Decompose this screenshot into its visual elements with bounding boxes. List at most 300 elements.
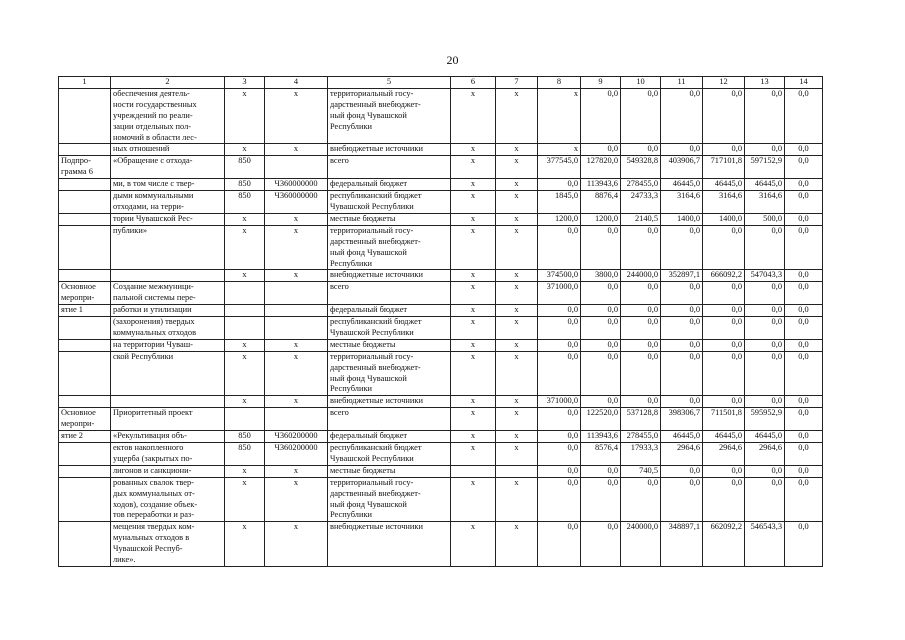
section-cell: х — [451, 396, 496, 408]
year-value-cell: 1200,0 — [581, 213, 621, 225]
code-cell: х — [225, 270, 265, 282]
year-value-cell: 0,0 — [785, 225, 823, 270]
description-cell: (захоронения) твердых коммунальных отходов — [111, 317, 225, 340]
funding-source-cell: местные бюджеты — [328, 339, 451, 351]
year-value-cell: 0,0 — [661, 477, 703, 522]
target-code-cell — [265, 282, 328, 305]
group-cell: х — [496, 396, 538, 408]
year-value-cell: 546543,3 — [745, 522, 785, 567]
year-value-cell: 3164,6 — [745, 191, 785, 214]
year-value-cell: 0,0 — [581, 522, 621, 567]
section-cell: х — [451, 317, 496, 340]
target-code-cell: х — [265, 351, 328, 396]
description-cell: Приоритетный проект — [111, 408, 225, 431]
table-row — [59, 305, 823, 317]
year-value-cell: 0,0 — [581, 465, 621, 477]
year-value-cell: 0,0 — [581, 351, 621, 396]
table-row — [59, 156, 823, 179]
year-value-cell: 8876,4 — [581, 191, 621, 214]
year-value-cell: 1200,0 — [538, 213, 581, 225]
year-value-cell: 0,0 — [538, 317, 581, 340]
year-value-cell: 0,0 — [745, 88, 785, 144]
year-value-cell: 371000,0 — [538, 282, 581, 305]
description-cell: ных отношений — [111, 144, 225, 156]
year-value-cell: 352897,1 — [661, 270, 703, 282]
table-row — [59, 408, 823, 431]
year-value-cell: 0,0 — [581, 477, 621, 522]
section-cell: х — [451, 156, 496, 179]
year-value-cell: 0,0 — [785, 213, 823, 225]
year-value-cell: 46445,0 — [661, 179, 703, 191]
funding-source-cell: всего — [328, 408, 451, 431]
table-row — [59, 317, 823, 340]
year-value-cell: 244000,0 — [621, 270, 661, 282]
group-cell: х — [496, 191, 538, 214]
year-value-cell: х — [538, 88, 581, 144]
description-cell: «Рекультивация объ- — [111, 431, 225, 443]
year-value-cell: 0,0 — [703, 305, 745, 317]
year-value-cell: 666092,2 — [703, 270, 745, 282]
group-cell: х — [496, 408, 538, 431]
section-cell: х — [451, 213, 496, 225]
year-value-cell: 278455,0 — [621, 431, 661, 443]
table-row — [59, 396, 823, 408]
program-cell: Подпро- грамма 6 — [59, 156, 111, 179]
year-value-cell: 0,0 — [581, 396, 621, 408]
description-cell: тории Чувашской Рес- — [111, 213, 225, 225]
year-value-cell: 0,0 — [785, 351, 823, 396]
table-row — [59, 443, 823, 466]
code-cell: х — [225, 225, 265, 270]
year-value-cell: 0,0 — [538, 408, 581, 431]
target-code-cell: х — [265, 339, 328, 351]
year-value-cell: 8576,4 — [581, 443, 621, 466]
section-cell — [451, 465, 496, 477]
header-cell: 4 — [265, 77, 328, 89]
year-value-cell: 0,0 — [538, 339, 581, 351]
funding-source-cell: республиканский бюджет Чувашской Республики — [328, 443, 451, 466]
program-cell — [59, 317, 111, 340]
year-value-cell: 374500,0 — [538, 270, 581, 282]
program-cell — [59, 477, 111, 522]
header-cell: 8 — [538, 77, 581, 89]
section-cell: х — [451, 282, 496, 305]
group-cell: х — [496, 270, 538, 282]
description-cell: ектов накопленного ущерба (закрытых по- — [111, 443, 225, 466]
year-value-cell: 2964,6 — [703, 443, 745, 466]
group-cell: х — [496, 225, 538, 270]
year-value-cell: 0,0 — [785, 396, 823, 408]
target-code-cell: х — [265, 465, 328, 477]
year-value-cell: 0,0 — [785, 465, 823, 477]
table-row — [59, 351, 823, 396]
year-value-cell: 717101,8 — [703, 156, 745, 179]
program-cell — [59, 396, 111, 408]
target-code-cell: Ч360200000 — [265, 431, 328, 443]
year-value-cell: 711501,8 — [703, 408, 745, 431]
target-code-cell — [265, 156, 328, 179]
section-cell: х — [451, 522, 496, 567]
target-code-cell: х — [265, 225, 328, 270]
funding-source-cell: внебюджетные источники — [328, 144, 451, 156]
year-value-cell: 537128,8 — [621, 408, 661, 431]
program-cell — [59, 465, 111, 477]
year-value-cell: 24733,3 — [621, 191, 661, 214]
year-value-cell: 0,0 — [581, 282, 621, 305]
year-value-cell: 0,0 — [621, 88, 661, 144]
year-value-cell: 0,0 — [703, 317, 745, 340]
year-value-cell: 127820,0 — [581, 156, 621, 179]
group-cell: х — [496, 144, 538, 156]
year-value-cell: 0,0 — [581, 305, 621, 317]
program-cell — [59, 339, 111, 351]
year-value-cell: 0,0 — [538, 305, 581, 317]
code-cell — [225, 408, 265, 431]
year-value-cell: 0,0 — [621, 317, 661, 340]
year-value-cell: 0,0 — [661, 396, 703, 408]
table-row — [59, 477, 823, 522]
year-value-cell: 0,0 — [703, 465, 745, 477]
table-row — [59, 88, 823, 144]
description-cell: работки и утилизации — [111, 305, 225, 317]
year-value-cell: 113943,6 — [581, 179, 621, 191]
year-value-cell: 1400,0 — [661, 213, 703, 225]
program-cell — [59, 144, 111, 156]
year-value-cell: 0,0 — [581, 339, 621, 351]
code-cell: х — [225, 339, 265, 351]
year-value-cell: 0,0 — [785, 282, 823, 305]
target-code-cell: х — [265, 213, 328, 225]
table-row — [59, 339, 823, 351]
table-row — [59, 179, 823, 191]
year-value-cell: 0,0 — [703, 144, 745, 156]
program-cell — [59, 270, 111, 282]
year-value-cell: 0,0 — [703, 477, 745, 522]
section-cell: х — [451, 270, 496, 282]
year-value-cell: 0,0 — [785, 408, 823, 431]
year-value-cell: 0,0 — [661, 317, 703, 340]
table-row — [59, 270, 823, 282]
funding-source-cell: местные бюджеты — [328, 465, 451, 477]
year-value-cell: 0,0 — [785, 144, 823, 156]
target-code-cell: Ч360200000 — [265, 443, 328, 466]
group-cell: х — [496, 522, 538, 567]
year-value-cell: 0,0 — [703, 339, 745, 351]
section-cell: х — [451, 351, 496, 396]
year-value-cell: 0,0 — [661, 305, 703, 317]
program-cell — [59, 213, 111, 225]
description-cell — [111, 396, 225, 408]
target-code-cell: х — [265, 144, 328, 156]
program-cell — [59, 351, 111, 396]
year-value-cell: 0,0 — [785, 88, 823, 144]
year-value-cell: 0,0 — [785, 477, 823, 522]
year-value-cell: 0,0 — [785, 443, 823, 466]
group-cell: х — [496, 317, 538, 340]
year-value-cell: 46445,0 — [703, 431, 745, 443]
year-value-cell: 0,0 — [745, 282, 785, 305]
year-value-cell: 0,0 — [538, 179, 581, 191]
code-cell: 850 — [225, 443, 265, 466]
year-value-cell: 597152,9 — [745, 156, 785, 179]
code-cell — [225, 317, 265, 340]
code-cell: х — [225, 88, 265, 144]
program-cell — [59, 191, 111, 214]
year-value-cell: 403906,7 — [661, 156, 703, 179]
table-row — [59, 144, 823, 156]
year-value-cell: 0,0 — [661, 339, 703, 351]
program-cell: Основное меропри- — [59, 282, 111, 305]
year-value-cell: 3800,0 — [581, 270, 621, 282]
funding-source-cell: федеральный бюджет — [328, 179, 451, 191]
funding-source-cell: республиканский бюджет Чувашской Республики — [328, 191, 451, 214]
year-value-cell: 0,0 — [745, 465, 785, 477]
funding-source-cell: всего — [328, 282, 451, 305]
table-row — [59, 225, 823, 270]
page-number: 20 — [446, 53, 459, 67]
year-value-cell: 0,0 — [581, 317, 621, 340]
year-value-cell: 0,0 — [745, 477, 785, 522]
target-code-cell: х — [265, 522, 328, 567]
code-cell: 850 — [225, 431, 265, 443]
target-code-cell: х — [265, 477, 328, 522]
year-value-cell: 46445,0 — [703, 179, 745, 191]
year-value-cell: 0,0 — [581, 144, 621, 156]
year-value-cell: 46445,0 — [745, 431, 785, 443]
target-code-cell — [265, 408, 328, 431]
group-cell: х — [496, 339, 538, 351]
funding-source-cell: внебюджетные источники — [328, 522, 451, 567]
group-cell: х — [496, 477, 538, 522]
description-cell: на территории Чуваш- — [111, 339, 225, 351]
section-cell: х — [451, 144, 496, 156]
code-cell — [225, 305, 265, 317]
year-value-cell: 0,0 — [538, 443, 581, 466]
year-value-cell: 0,0 — [581, 225, 621, 270]
year-value-cell: 0,0 — [785, 305, 823, 317]
year-value-cell: 0,0 — [661, 225, 703, 270]
header-cell: 12 — [703, 77, 745, 89]
program-cell: Основное меропри- — [59, 408, 111, 431]
table-row — [59, 522, 823, 567]
code-cell: х — [225, 351, 265, 396]
section-cell: х — [451, 477, 496, 522]
description-cell: публики» — [111, 225, 225, 270]
code-cell: х — [225, 396, 265, 408]
description-cell: дыми коммунальными отходами, на терри- — [111, 191, 225, 214]
target-code-cell: Ч360000000 — [265, 191, 328, 214]
year-value-cell: 0,0 — [538, 465, 581, 477]
program-cell — [59, 179, 111, 191]
year-value-cell: 0,0 — [785, 431, 823, 443]
target-code-cell: х — [265, 88, 328, 144]
year-value-cell: 1845,0 — [538, 191, 581, 214]
group-cell: х — [496, 305, 538, 317]
year-value-cell: 0,0 — [703, 225, 745, 270]
year-value-cell: 0,0 — [538, 225, 581, 270]
description-cell — [111, 270, 225, 282]
description-cell: Создание межмуници- пальной системы пере- — [111, 282, 225, 305]
year-value-cell: 0,0 — [538, 431, 581, 443]
column-number-row — [59, 77, 823, 89]
year-value-cell: 0,0 — [785, 270, 823, 282]
code-cell: х — [225, 144, 265, 156]
year-value-cell: 0,0 — [538, 351, 581, 396]
program-cell — [59, 88, 111, 144]
year-value-cell: 240000,0 — [621, 522, 661, 567]
program-cell: ятие 1 — [59, 305, 111, 317]
program-cell — [59, 522, 111, 567]
year-value-cell: 0,0 — [538, 477, 581, 522]
funding-source-cell: территориальный госу- дарственный внебюджет- ный фонд Чувашской Республики — [328, 351, 451, 396]
year-value-cell: 0,0 — [661, 351, 703, 396]
section-cell: х — [451, 225, 496, 270]
year-value-cell: 0,0 — [703, 396, 745, 408]
year-value-cell: 122520,0 — [581, 408, 621, 431]
section-cell: х — [451, 339, 496, 351]
year-value-cell: 0,0 — [785, 317, 823, 340]
year-value-cell: 0,0 — [661, 144, 703, 156]
group-cell: х — [496, 282, 538, 305]
year-value-cell: 0,0 — [538, 522, 581, 567]
year-value-cell: 0,0 — [745, 317, 785, 340]
year-value-cell: 3164,6 — [661, 191, 703, 214]
description-cell: ми, в том числе с твер- — [111, 179, 225, 191]
year-value-cell: 662092,2 — [703, 522, 745, 567]
year-value-cell: 0,0 — [661, 465, 703, 477]
funding-source-cell: федеральный бюджет — [328, 431, 451, 443]
target-code-cell — [265, 317, 328, 340]
year-value-cell: 0,0 — [621, 351, 661, 396]
header-cell: 10 — [621, 77, 661, 89]
year-value-cell: х — [538, 144, 581, 156]
year-value-cell: 0,0 — [785, 156, 823, 179]
group-cell — [496, 465, 538, 477]
group-cell: х — [496, 431, 538, 443]
year-value-cell: 0,0 — [745, 339, 785, 351]
header-cell: 11 — [661, 77, 703, 89]
year-value-cell: 0,0 — [785, 522, 823, 567]
code-cell: 850 — [225, 179, 265, 191]
section-cell: х — [451, 179, 496, 191]
year-value-cell: 0,0 — [621, 282, 661, 305]
year-value-cell: 0,0 — [703, 282, 745, 305]
funding-source-cell: территориальный госу- дарственный внебюджет- ный фонд Чувашской Республики — [328, 225, 451, 270]
year-value-cell: 0,0 — [745, 351, 785, 396]
funding-source-cell: территориальный госу- дарственный внебюджет- ный фонд Чувашской Республики — [328, 477, 451, 522]
program-cell — [59, 443, 111, 466]
target-code-cell: х — [265, 270, 328, 282]
year-value-cell: 3164,6 — [703, 191, 745, 214]
target-code-cell — [265, 305, 328, 317]
group-cell: х — [496, 213, 538, 225]
year-value-cell: 2964,6 — [745, 443, 785, 466]
description-cell: лигонов и санкциони- — [111, 465, 225, 477]
table-row — [59, 465, 823, 477]
table-row — [59, 213, 823, 225]
group-cell: х — [496, 179, 538, 191]
header-cell: 1 — [59, 77, 111, 89]
description-cell: ской Республики — [111, 351, 225, 396]
section-cell: х — [451, 191, 496, 214]
year-value-cell: 0,0 — [745, 305, 785, 317]
year-value-cell: 0,0 — [581, 88, 621, 144]
funding-source-cell: республиканский бюджет Чувашской Республики — [328, 317, 451, 340]
funding-source-cell: территориальный госу- дарственный внебюджет- ный фонд Чувашской Республики — [328, 88, 451, 144]
year-value-cell: 0,0 — [621, 396, 661, 408]
table-row — [59, 282, 823, 305]
header-cell: 13 — [745, 77, 785, 89]
funding-source-cell: местные бюджеты — [328, 213, 451, 225]
header-cell: 14 — [785, 77, 823, 89]
header-cell: 2 — [111, 77, 225, 89]
group-cell: х — [496, 443, 538, 466]
description-cell: «Обращение с отхода- — [111, 156, 225, 179]
group-cell: х — [496, 156, 538, 179]
section-cell: х — [451, 88, 496, 144]
year-value-cell: 2140,5 — [621, 213, 661, 225]
budget-table — [58, 76, 823, 567]
year-value-cell: 46445,0 — [745, 179, 785, 191]
code-cell: 850 — [225, 191, 265, 214]
year-value-cell: 278455,0 — [621, 179, 661, 191]
header-cell: 7 — [496, 77, 538, 89]
header-cell: 9 — [581, 77, 621, 89]
year-value-cell: 0,0 — [745, 144, 785, 156]
code-cell: х — [225, 522, 265, 567]
year-value-cell: 371000,0 — [538, 396, 581, 408]
year-value-cell: 500,0 — [745, 213, 785, 225]
section-cell: х — [451, 431, 496, 443]
table-row — [59, 191, 823, 214]
group-cell: х — [496, 88, 538, 144]
year-value-cell: 348897,1 — [661, 522, 703, 567]
header-cell: 6 — [451, 77, 496, 89]
year-value-cell: 549328,8 — [621, 156, 661, 179]
program-cell — [59, 225, 111, 270]
code-cell — [225, 282, 265, 305]
year-value-cell: 113943,6 — [581, 431, 621, 443]
code-cell: 850 — [225, 156, 265, 179]
year-value-cell: 0,0 — [621, 144, 661, 156]
year-value-cell: 740,5 — [621, 465, 661, 477]
year-value-cell: 0,0 — [703, 351, 745, 396]
section-cell: х — [451, 408, 496, 431]
description-cell: мещения твердых ком- мунальных отходов в Чувашской Респуб- лике». — [111, 522, 225, 567]
table-row — [59, 431, 823, 443]
year-value-cell: 0,0 — [745, 225, 785, 270]
year-value-cell: 0,0 — [785, 191, 823, 214]
table-body — [59, 77, 823, 567]
code-cell: х — [225, 465, 265, 477]
target-code-cell: х — [265, 396, 328, 408]
section-cell: х — [451, 443, 496, 466]
year-value-cell: 0,0 — [621, 339, 661, 351]
header-cell: 5 — [328, 77, 451, 89]
code-cell: х — [225, 477, 265, 522]
year-value-cell: 377545,0 — [538, 156, 581, 179]
funding-source-cell: внебюджетные источники — [328, 270, 451, 282]
year-value-cell: 0,0 — [703, 88, 745, 144]
year-value-cell: 0,0 — [621, 477, 661, 522]
group-cell: х — [496, 351, 538, 396]
year-value-cell: 0,0 — [745, 396, 785, 408]
year-value-cell: 0,0 — [785, 339, 823, 351]
year-value-cell: 547043,3 — [745, 270, 785, 282]
year-value-cell: 1400,0 — [703, 213, 745, 225]
funding-source-cell: всего — [328, 156, 451, 179]
year-value-cell: 2964,6 — [661, 443, 703, 466]
